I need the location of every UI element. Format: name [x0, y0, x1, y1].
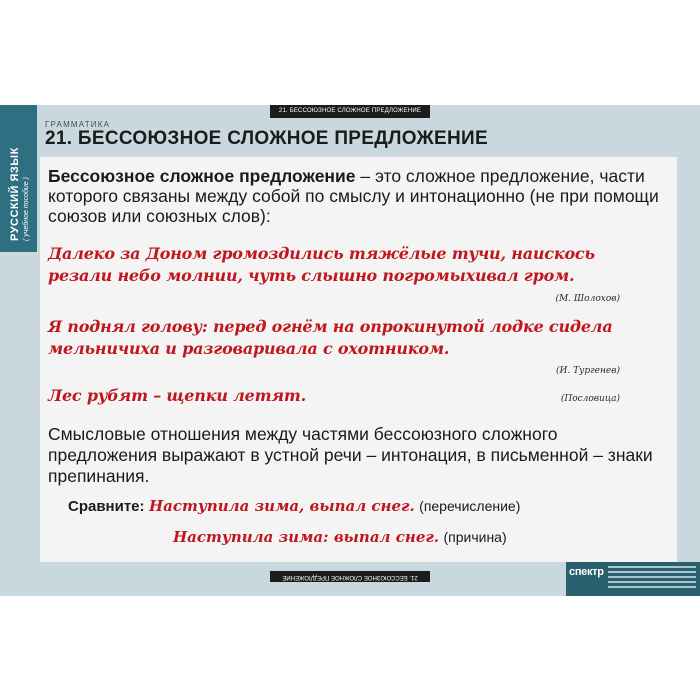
definition-text: – это сложное предложение, части которого связаны между собой по смыслу и интонационно (не при помощи союзов или союзных слов): [48, 166, 659, 226]
example-1-author: (М. Шолохов) [555, 294, 620, 304]
subject-label: ГРАММАТИКА [45, 120, 111, 129]
publisher-block [566, 562, 700, 596]
compare-example-2: Наступила зима: выпал снег. [173, 528, 440, 546]
example-3-line-1: Лес рубят – щепки летят. [48, 386, 307, 405]
example-2 [48, 316, 612, 360]
bottom-strip: 21. БЕССОЮЗНОЕ СЛОЖНОЕ ПРЕДЛОЖЕНИЕ [270, 571, 430, 582]
side-tab-subtitle: ( учебное пособие ) [23, 177, 30, 241]
example-1-line-1: Далеко за Доном громоздились тяжёлые тучи, наискось [48, 244, 595, 263]
compare-label: Сравните: [68, 498, 145, 515]
compare-note-2: (причина) [443, 529, 507, 545]
explanation-paragraph: Смысловые отношения между частями бессоюзного сложного предложения выражают в устной речи – интонация, в письменной – знаки препинания. [48, 424, 653, 486]
example-2-line-2: мельничиха и разговаривала с охотником. [48, 339, 450, 358]
compare-note-1: (перечисление) [419, 498, 521, 514]
compare-row-2 [173, 528, 507, 547]
example-3 [48, 385, 306, 407]
side-tab-title: РУССКИЙ ЯЗЫК [9, 147, 21, 241]
top-strip: 21. БЕССОЮЗНОЕ СЛОЖНОЕ ПРЕДЛОЖЕНИЕ [270, 105, 430, 118]
side-tab [0, 105, 37, 252]
compare-example-1: Наступила зима, выпал снег. [148, 497, 415, 515]
example-2-line-1: Я поднял голову: перед огнём на опрокинутой лодке сидела [48, 317, 613, 336]
publisher-logo: спектр [569, 566, 604, 578]
compare-row-1 [68, 497, 520, 516]
definition [48, 166, 670, 226]
example-1 [48, 243, 595, 287]
definition-term: Бессоюзное сложное предложение [48, 166, 356, 186]
example-1-line-2: резали небо молнии, чуть слышно погромыхивал гром. [48, 266, 575, 285]
page-title: 21. БЕССОЮЗНОЕ СЛОЖНОЕ ПРЕДЛОЖЕНИЕ [45, 128, 488, 149]
example-3-author: (Пословица) [560, 394, 620, 404]
publisher-fine-print [608, 566, 696, 591]
example-2-author: (И. Тургенев) [556, 366, 620, 376]
